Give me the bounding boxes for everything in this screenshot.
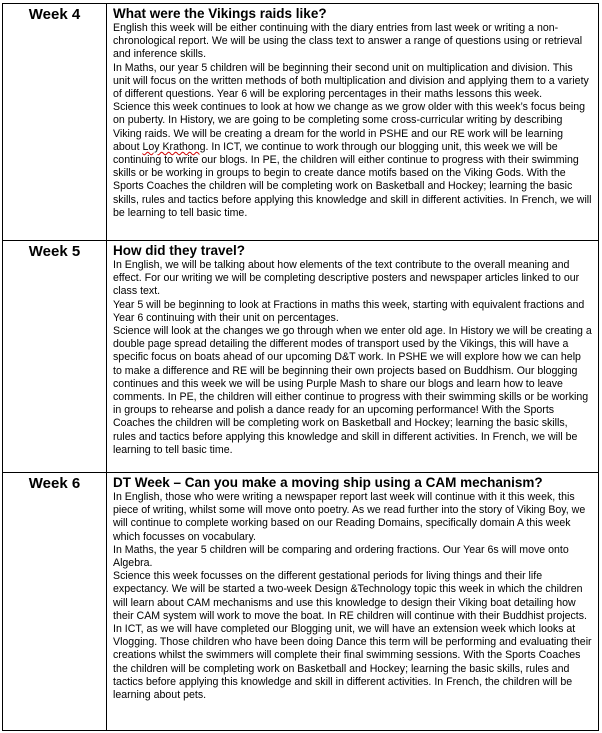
paragraph: Science will look at the changes we go through when we enter old age. In History we will be creating a double page spread detailing the different modes of transport used by the Vikings, this will have a specific focus on boats ahead of our upcoming D&T work. In PSHE we will explore how we can help to make a difference and RE will be beginning their own projects based on Buddhism. Our blogging continues and this week we will be using Purple Mash to share our blogs and learn how to leave comments. In PE, the children will either continue to progress with their swimming skills or be working in groups to rehearse and polish a dance ready for an upcoming performance! With the Sports Coaches the children will be completing work on Basketball and Hockey; learning the basic skills, rules and tactics before applying this knowledge and skill in different activities. In French, we will be learning to tell basic time.	[113, 325, 592, 456]
paragraph: Science this week focusses on the different gestational periods for living things and their life expectancy. We will be started a two-week Design &Technology topic this week in which the children will learn about CAM mechanisms and use this knowledge to design their Viking boat detailing how their CAM system will work to move the boat. In RE children will continue with their Buddhist projects. In ICT, as we will have completed our Blogging unit, we will have an extension week which looks at Vlogging. Those children who have been doing Dance this term will be performing and evaluating their creations whilst the swimmers will complete their final swimming sessions. With the Sports Coaches the children will be completing work on Basketball and Hockey; learning the basic skills, rules and tactics before applying this knowledge and skill in different activities. In French, the children will be learning about pets.	[113, 570, 592, 702]
paragraph: In Maths, our year 5 children will be beginning their second unit on multiplication and division. This unit will focus on the written methods of both multiplication and division and applying them to a variety of different questions. Year 6 will be exploring percentages in their maths lessons this week.	[113, 61, 589, 101]
paragraph	[113, 101, 592, 220]
curriculum-table	[2, 3, 599, 731]
content-cell	[107, 4, 598, 240]
paragraph: In English, we will be talking about how elements of the text contribute to the overall meaning and effect. For our writing we will be completing descriptive posters and newspaper articles linked to our class text.	[113, 259, 580, 298]
week-label: Week 4	[28, 6, 81, 23]
content-cell	[107, 241, 598, 472]
week-heading: How did they travel?	[113, 243, 246, 258]
week-heading: What were the Vikings raids like?	[113, 6, 327, 21]
spellcheck-flagged-word: Loy Krathong	[142, 140, 206, 153]
week-label: Week 5	[28, 243, 81, 260]
week-cell	[3, 473, 107, 730]
table-row	[3, 4, 598, 241]
paragraph: Year 5 will be beginning to look at Fractions in maths this week, starting with equivalent fractions and Year 6 continuing with their unit on percentages.	[113, 298, 585, 324]
table-row	[3, 241, 598, 473]
week-cell	[3, 241, 107, 472]
week-cell	[3, 4, 107, 240]
table-row	[3, 473, 598, 730]
text-run: . In ICT, we continue to work through our blogging unit, this week we will be continuing to write our blogs. In PE, the children will either continue to progress with their swimming skills or be working in groups to begin to create dance motifs based on the Viking Gods. With the Sports Coaches the children will be completing work on Basketball and Hockey; learning the basic skills, rules and tactics before applying this knowledge and skill in different activities. In French, we will be learning to tell basic time.	[113, 140, 592, 219]
paragraph: In Maths, the year 5 children will be comparing and ordering fractions. Our Year 6s will move onto Algebra.	[113, 543, 569, 570]
content-cell	[107, 473, 598, 730]
paragraph: English this week will be either continuing with the diary entries from last week or writing a non-chronological report. We will be using the class text to answer a range of questions using or retrieval and inference skills.	[113, 22, 583, 61]
paragraph: In English, those who were writing a newspaper report last week will continue with it this week, this piece of writing, whilst some will move onto poetry. As we read further into the story of Viking Boy, we will continue to complete working based on our Reading Domains, specifically domain A this week which focusses on vocabulary.	[113, 491, 586, 543]
text-run: Science this week continues to look at how we change as we grow older with this week’s focus being on puberty. In History, we are going to be completing some cross-curricular writing by describing Viking raids. We will be creating a dream for the world in PSHE and our RE work will be learning about	[113, 101, 586, 153]
week-label: Week 6	[28, 475, 81, 492]
week-heading: DT Week – Can you make a moving ship using a CAM mechanism?	[113, 475, 543, 490]
